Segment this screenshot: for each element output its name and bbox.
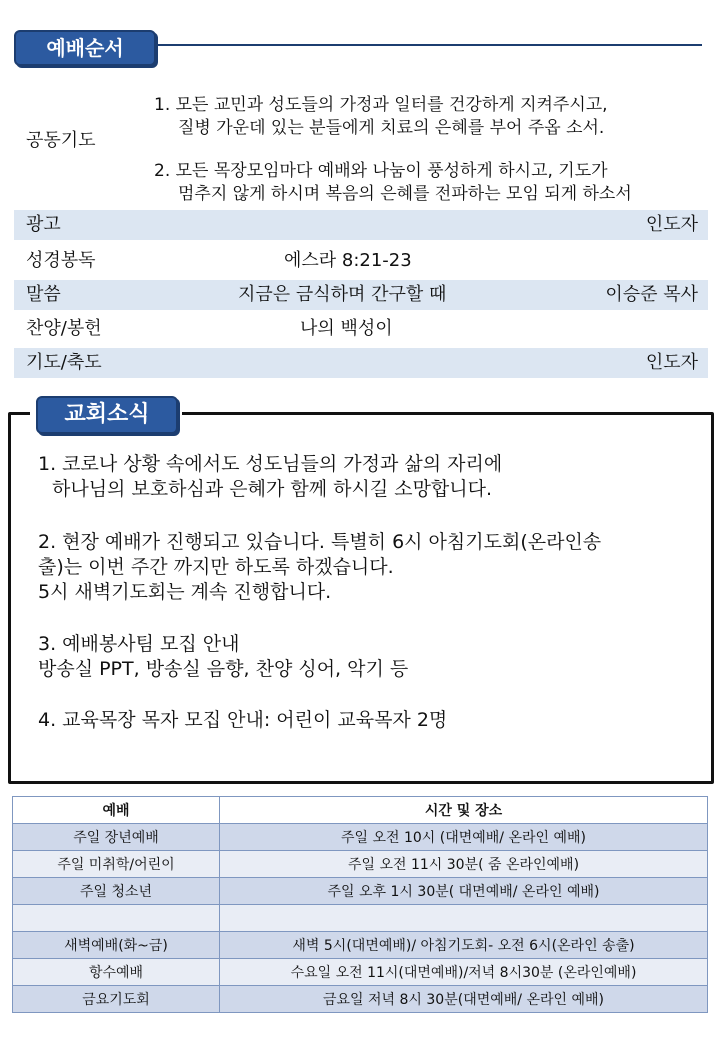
order-row-leader: 이승준 목사: [605, 284, 698, 305]
order-row-benediction: [14, 348, 708, 378]
news-line: 1. 코로나 상황 속에서도 성도님들의 가정과 삶의 자리에: [38, 453, 503, 475]
news-line: 4. 교육목장 목자 모집 안내: 어린이 교육목자 2명: [38, 709, 448, 731]
header-divider: [156, 44, 702, 46]
table-cell: [13, 905, 220, 932]
news-line: 3. 예배봉사팀 모집 안내: [38, 633, 240, 655]
order-row-leader: 인도자: [645, 214, 698, 235]
table-cell: 금요기도회: [13, 986, 220, 1013]
common-prayer-block: [14, 84, 704, 208]
table-cell: 수요일 오전 11시(대면예배)/저녁 8시30분 (온라인예배): [220, 959, 708, 986]
table-row: [13, 905, 708, 932]
order-row-sermon: [14, 280, 708, 310]
table-cell: 항수예배: [13, 959, 220, 986]
table-row: [13, 959, 708, 986]
news-line: 출)는 이번 주간 까지만 하도록 하겠습니다.: [38, 556, 394, 578]
news-line: 하나님의 보호하심과 은혜가 함께 하시길 소망합니다.: [52, 478, 493, 500]
prayer-line: 2. 모든 목장모임마다 예배와 나눔이 풍성하게 하시고, 기도가: [154, 161, 608, 181]
table-row: [13, 824, 708, 851]
news-item: [38, 632, 408, 682]
table-row: [13, 932, 708, 959]
table-cell: 주일 오후 1시 30분( 대면예배/ 온라인 예배): [220, 878, 708, 905]
table-row: [13, 851, 708, 878]
prayer-item: [154, 160, 632, 206]
worship-order-header: [14, 30, 702, 64]
table-cell: 새벽예배(화~금): [13, 932, 220, 959]
table-cell: 주일 오전 10시 (대면예배/ 온라인 예배): [220, 824, 708, 851]
table-row: [13, 986, 708, 1013]
table-header: 예배: [13, 797, 220, 824]
order-row-label: 찬양/봉헌: [26, 318, 102, 339]
common-prayer-label: 공동기도: [26, 130, 96, 151]
news-item: [38, 452, 502, 502]
news-item: [38, 530, 601, 605]
table-cell: 주일 청소년: [13, 878, 220, 905]
order-row-content: 나의 백성이: [300, 318, 393, 339]
order-row-label: 말씀: [26, 284, 61, 305]
order-row-label: 광고: [26, 214, 61, 235]
order-row-label: 기도/축도: [26, 352, 102, 373]
prayer-line: 멈추지 않게 하시며 복음의 은혜를 전파하는 모임 되게 하소서: [178, 184, 632, 204]
prayer-line: 질병 가운데 있는 분들에게 치료의 은혜를 부어 주옵 소서.: [178, 118, 605, 138]
table-header-row: [13, 797, 708, 824]
prayer-line: 1. 모든 교민과 성도들의 가정과 일터를 건강하게 지켜주시고,: [154, 95, 608, 115]
order-row-scripture: [14, 246, 708, 276]
news-line: 2. 현장 예배가 진행되고 있습니다. 특별히 6시 아침기도회(온라인송: [38, 531, 602, 553]
order-row-leader: 인도자: [645, 352, 698, 373]
worship-order-tag: 예배순서: [14, 30, 156, 66]
order-row-content: 지금은 금식하며 간구할 때: [238, 284, 447, 305]
prayer-item: [154, 94, 608, 140]
table-header: 시간 및 장소: [220, 797, 708, 824]
table-row: [13, 878, 708, 905]
table-cell: [220, 905, 708, 932]
order-row-content: 에스라 8:21-23: [284, 250, 412, 271]
news-line: 5시 새벽기도회는 계속 진행합니다.: [38, 581, 332, 603]
church-news-tag: 교회소식: [36, 396, 178, 434]
worship-schedule-table: [12, 796, 708, 1013]
table-cell: 금요일 저녁 8시 30분(대면예배/ 온라인 예배): [220, 986, 708, 1013]
order-row-announcement: [14, 210, 708, 240]
table-cell: 주일 오전 11시 30분( 줌 온라인예배): [220, 851, 708, 878]
table-cell: 주일 미취학/어린이: [13, 851, 220, 878]
order-row-praise: [14, 314, 708, 344]
table-cell: 새벽 5시(대면예배)/ 아침기도회- 오전 6시(온라인 송출): [220, 932, 708, 959]
table-cell: 주일 장년예배: [13, 824, 220, 851]
order-row-label: 성경봉독: [26, 250, 96, 271]
news-item: [38, 708, 447, 733]
news-line: 방송실 PPT, 방송실 음향, 찬양 싱어, 악기 등: [38, 658, 409, 680]
